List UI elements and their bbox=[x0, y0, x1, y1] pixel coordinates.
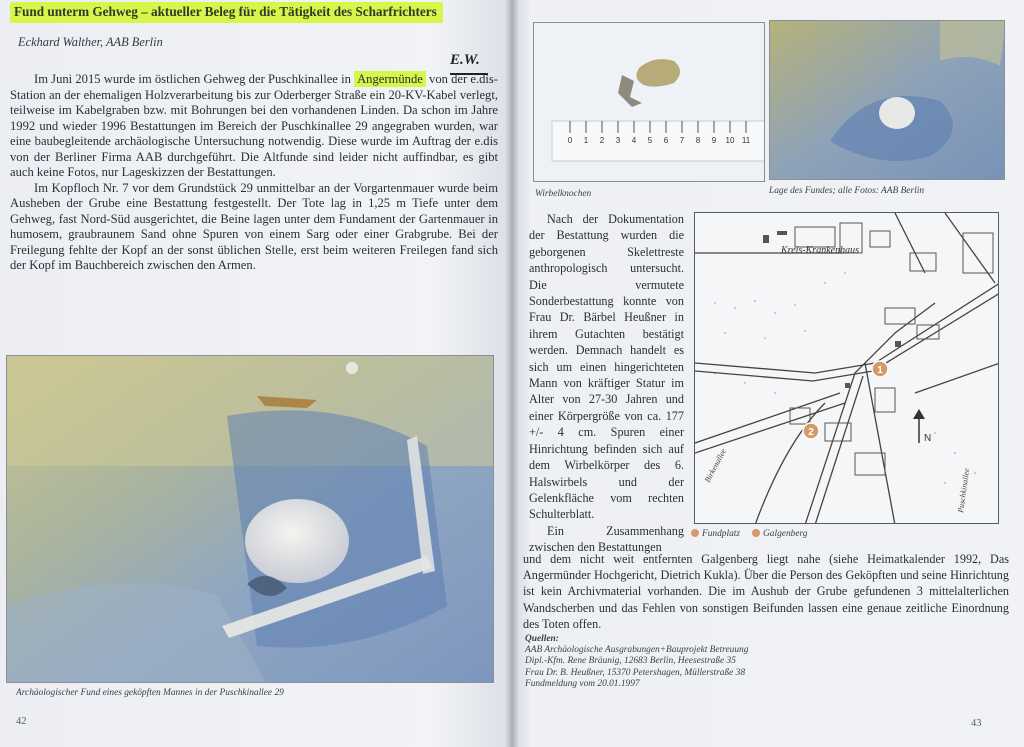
ruler-label: 10 bbox=[725, 136, 735, 145]
ruler-label: 6 bbox=[663, 136, 669, 145]
paragraph-2: Im Kopfloch Nr. 7 vor dem Grundstück 29 unmittelbar an der Vorgartenmauer wurde beim Ausheben der Grube eine Bestattung festgestellt. Der Tote lag in 1,25 m Tiefe unter dem Gehweg, fast Nord-Süd ausgerichtet, die Beine lagen unter dem Fundament der Gartenmauer in humosem, graubraunem Sand ohne Spuren von einem Sarg oder einer Grabgrube. Bei der Freilegung fehlte der Kopf an der sonst üblichen Stelle, erst beim weiteren Freilegen fand sich der Kopf im Bauchbereich zwischen den Armen. bbox=[10, 180, 498, 272]
page-number-right: 43 bbox=[971, 718, 982, 729]
column-paragraph-2: Ein Zusammenhang zwischen den Bestattungen bbox=[529, 523, 684, 555]
ruler-label: 2 bbox=[599, 136, 605, 145]
ruler-label: 5 bbox=[647, 136, 653, 145]
column-text bbox=[529, 211, 684, 556]
map-label-hospital: Kreis-Krankenhaus bbox=[781, 245, 859, 256]
highlighted-word: Angermünde bbox=[354, 71, 426, 87]
handwritten-signature: E.W. bbox=[450, 52, 480, 68]
excavation-photo bbox=[6, 355, 494, 683]
source-line: Fundmeldung vom 20.01.1997 bbox=[525, 678, 640, 689]
right-page bbox=[511, 0, 1024, 747]
sources-heading: Quellen: bbox=[525, 634, 559, 644]
site-map bbox=[694, 212, 999, 524]
marker-dot-icon bbox=[752, 529, 760, 537]
left-page bbox=[0, 0, 511, 747]
ruler-label: 0 bbox=[567, 136, 573, 145]
north-label: N bbox=[924, 433, 932, 444]
source-line: Dipl.-Kfm. Rene Bräunig, 12683 Berlin, Heesestraße 35 bbox=[525, 656, 736, 667]
map-street-label: Birkenallee bbox=[702, 447, 729, 484]
ruler-label: 7 bbox=[679, 136, 685, 145]
vertebra-caption: Wirbelknochen bbox=[535, 189, 592, 199]
ruler-label: 9 bbox=[711, 136, 717, 145]
ruler-label: 1 bbox=[583, 136, 589, 145]
column-paragraph-1: Nach der Dokumentation der Bestattung wurden die geborgenen Skelettreste anthropologisch untersucht. Die vermutete Sonderbestattung konnte von Frau Dr. Bärbel Heußner in ihrem Gutachten bestätigt werden. Demnach handelt es sich um einen hingerichteten Mann von kräftiger Statur im Alter von 27-30 Jahren und einer Körpergröße von ca. 177 +/- 4 cm. Spuren einer Hinrichtung befinden sich auf dem Wirbelkörper des 6. Halswirbels und der Gelenkfläche vom rechten Schulterblatt. bbox=[529, 212, 684, 522]
ruler-label: 11 bbox=[741, 136, 751, 145]
map-street-label-2: Puschkinallee bbox=[956, 467, 972, 514]
vertebra-photo bbox=[533, 22, 765, 182]
source-line: AAB Archäologische Ausgrabungen+Bauprojekt Betreuung bbox=[525, 645, 749, 656]
ruler-label: 4 bbox=[631, 136, 637, 145]
sources-block bbox=[525, 634, 748, 690]
article-title: Fund unterm Gehweg – aktueller Beleg für die Tätigkeit des Scharfrichters bbox=[10, 2, 443, 23]
author-line: Eckhard Walther, AAB Berlin bbox=[18, 35, 163, 49]
find-location-photo bbox=[769, 20, 1005, 180]
closing-paragraph: und dem nicht weit entfernten Galgenberg liegt nahe (siehe Heimatkalender 1992, Das Angermünder Hochgericht, Dietrich Kukla). Über die Person des Geköpften und seine Hinrichtung ist kein Archivmaterial vorhanden. Die im Aushub der Grube gefundenen 3 mittelalterlichen Wandscherben und das Fehlen von sonstigen Beifunden lassen eine genaue zeitliche Einordnung des Toten offen. bbox=[523, 552, 1009, 631]
photo-caption: Archäologischer Fund eines geköpften Mannes in der Puschkinallee 29 bbox=[16, 688, 284, 698]
paragraph-1: Im Juni 2015 wurde im östlichen Gehweg der Puschkinallee in Angermünde von der e.dis-Station an der ehemaligen Holzverarbeitung bis zur Oderberger Straße ein 20-KV-Kabel verlegt, teilweise im Kabelgraben bzw. mit Bohrungen bei den vorhandenen Linden. Da schon im Jahre 1992 und wieder 1996 Bestattungen im Bereich der Puschkinallee 29 angegraben wurden, war eine baubegleitende archäologische Untersuchung notwendig. Diese wurde im Auftrag der e.dis von der Berliner Firma AAB durchgeführt. Die Altfunde sind leider nicht auffindbar, es gibt auch keine Fotos, nur Lageskizzen der Bestattungen. bbox=[10, 72, 498, 179]
ruler-label: 8 bbox=[695, 136, 701, 145]
location-caption: Lage des Fundes; alle Fotos: AAB Berlin bbox=[769, 186, 925, 196]
source-line: Frau Dr. B. Heußner, 15370 Petershagen, Müllerstraße 38 bbox=[525, 667, 746, 678]
legend-item-fundplatz: Fundplatz bbox=[691, 529, 740, 539]
map-legend bbox=[691, 529, 807, 539]
map-marker-2-label: 2 bbox=[808, 427, 814, 438]
article-body bbox=[10, 72, 498, 274]
marker-dot-icon bbox=[691, 529, 699, 537]
ruler-label: 3 bbox=[615, 136, 621, 145]
map-marker-1-label: 1 bbox=[877, 365, 883, 376]
page-number-left: 42 bbox=[16, 716, 27, 727]
legend-item-galgenberg: Galgenberg bbox=[752, 529, 807, 539]
book-gutter bbox=[505, 0, 519, 747]
